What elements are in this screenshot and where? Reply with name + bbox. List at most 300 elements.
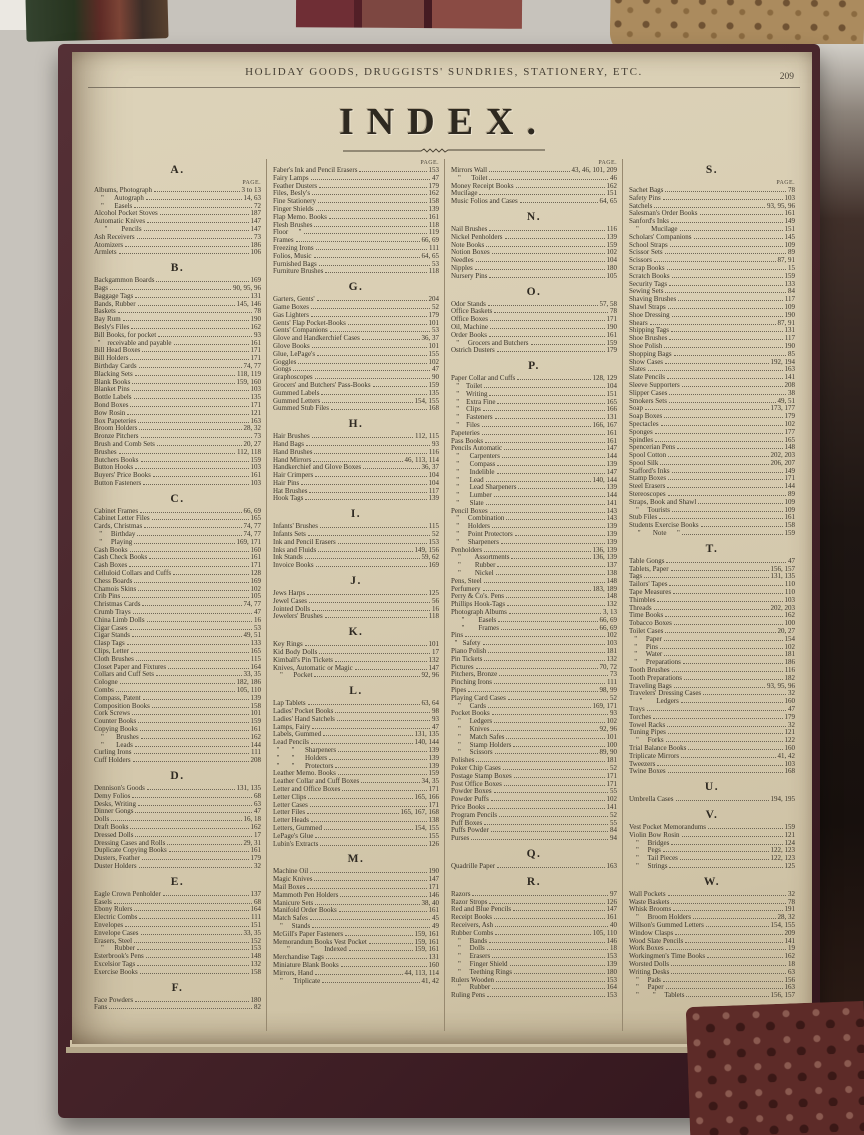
entry-page-number: 104	[606, 381, 617, 390]
dot-leader	[499, 816, 608, 817]
entry-name: Broom Holders	[94, 424, 138, 433]
dot-leader	[307, 813, 398, 814]
entry-page-number: 97	[610, 889, 617, 898]
dot-leader	[682, 836, 783, 837]
entry-name: China Limb Dolls	[94, 615, 145, 624]
dot-leader	[672, 316, 783, 317]
dot-leader	[701, 526, 783, 527]
dot-leader	[488, 305, 598, 306]
dot-leader	[131, 652, 249, 653]
page-column-label: PAGE.	[598, 160, 617, 166]
entry-name: " Water	[629, 650, 663, 659]
dot-leader	[339, 911, 427, 912]
entry-page-number: 85	[788, 349, 795, 358]
dot-leader	[492, 988, 604, 989]
dot-leader	[531, 344, 605, 345]
entry-name: " Pins	[629, 642, 658, 651]
entry-page-number: 153	[428, 166, 439, 174]
dot-leader	[666, 562, 786, 563]
section-letter: D.	[170, 769, 185, 782]
entry-name: Mirrors, Hand	[273, 968, 314, 977]
entry-page-number: 68	[254, 897, 261, 906]
entry-name: Gas Lighters	[273, 310, 309, 319]
entry-name: Box Papeteries	[94, 416, 137, 425]
entry-page-number: 144	[606, 452, 617, 461]
entry-page-number: 171	[606, 315, 617, 324]
index-column-4	[622, 159, 800, 1031]
entry-page-number: 34, 35	[421, 777, 439, 786]
entry-name: Gummed Letters	[273, 396, 321, 405]
dot-leader	[129, 566, 248, 567]
dot-leader	[134, 398, 249, 399]
entry-name: Envelope Cases	[94, 928, 139, 937]
dot-leader	[331, 409, 426, 410]
index-entry	[94, 863, 261, 871]
dot-leader	[141, 738, 249, 739]
dot-leader	[669, 394, 786, 395]
entry-page-number: 89	[788, 248, 795, 257]
entry-page-number: 159	[250, 717, 261, 726]
entry-name: Cigar Cases	[94, 623, 128, 632]
dot-leader	[142, 351, 248, 352]
entry-name: Soap	[629, 404, 643, 413]
entry-page-number: 139	[250, 693, 261, 702]
entry-page-number: 38	[788, 388, 795, 397]
entry-name: Sponges	[629, 427, 653, 436]
dot-leader	[489, 171, 569, 172]
entry-name: " Erasers	[451, 952, 491, 961]
entry-name: Jewelers' Brushes	[273, 612, 323, 621]
dot-leader	[130, 406, 248, 407]
dot-leader	[326, 958, 427, 959]
entry-page-number: 164	[606, 983, 617, 992]
entry-page-number: 102	[784, 419, 795, 428]
entry-page-number: 3, 13	[603, 608, 617, 617]
entry-name: Perry & Co's. Pens	[451, 592, 504, 601]
dot-leader	[503, 769, 608, 770]
entry-page-number: 143	[606, 514, 617, 523]
entry-name: Pitchers, Bronze	[451, 670, 498, 679]
dot-leader	[137, 238, 252, 239]
entry-name: Hat Brushes	[273, 486, 308, 495]
dot-leader	[506, 738, 604, 739]
entry-name: Slipper Cases	[629, 388, 668, 397]
dot-leader	[132, 383, 234, 384]
entry-name: Birthday Cards	[94, 361, 137, 370]
entry-name: Needles	[451, 256, 474, 265]
entry-page-number: 110	[784, 588, 795, 597]
section-letter: E.	[170, 875, 185, 888]
entry-name: Tape Measures	[629, 588, 672, 597]
entry-page-number: 73	[254, 432, 261, 441]
dot-leader	[140, 512, 241, 513]
entry-page-number: 111	[251, 748, 261, 757]
entry-page-number: 118, 119	[237, 369, 261, 378]
dot-leader	[491, 800, 605, 801]
entry-page-number: 159	[606, 240, 617, 249]
entry-name: Celluloid Collars and Cuffs	[94, 569, 172, 578]
entry-page-number: 132	[606, 654, 617, 663]
entry-name: Glove Books	[273, 341, 310, 350]
dot-leader	[505, 238, 605, 239]
dot-leader	[123, 320, 249, 321]
entry-name: Closet Paper and Fixtures	[94, 662, 167, 671]
dot-leader	[313, 461, 402, 462]
entry-name: Ink Stands	[273, 553, 303, 562]
index-entry	[629, 698, 795, 706]
entry-name: " Lumber	[451, 491, 492, 500]
entry-name: Scrap Books	[629, 263, 665, 272]
dot-leader	[666, 741, 783, 742]
dot-leader	[142, 859, 249, 860]
dot-leader	[308, 535, 430, 536]
book-page	[72, 52, 812, 1044]
entry-name: " receivable and payable	[94, 338, 172, 347]
entry-page-number: 169, 171	[236, 537, 261, 546]
dot-leader	[491, 730, 597, 731]
entry-page-number: 28, 32	[777, 913, 795, 922]
page-title: INDEX.	[339, 101, 549, 143]
dot-leader	[142, 605, 241, 606]
entry-page-number: 139	[606, 537, 617, 546]
entry-name: Jews Harps	[273, 589, 306, 598]
entry-name: Pass Books	[451, 436, 484, 445]
entry-page-number: 152	[250, 936, 261, 945]
entry-name: " Paper	[629, 634, 662, 643]
dot-leader	[132, 797, 252, 798]
entry-name: Nickel Penholders	[451, 232, 503, 241]
dot-leader	[314, 453, 426, 454]
entry-page-number: 36, 37	[421, 334, 439, 343]
entry-name: Folios, Music	[273, 251, 312, 260]
entry-name: " Easels	[94, 201, 133, 210]
dot-leader	[486, 481, 591, 482]
entry-name: Spectacles	[629, 419, 659, 428]
dot-leader	[684, 679, 783, 680]
entry-page-number: 52	[610, 763, 617, 772]
section-letter: F.	[171, 981, 184, 994]
dot-leader	[471, 839, 608, 840]
dot-leader	[501, 543, 605, 544]
dot-leader	[139, 918, 249, 919]
entry-page-number: 100	[784, 619, 795, 628]
dot-leader	[515, 535, 605, 536]
entry-page-number: 82	[254, 1003, 261, 1012]
entry-page-number: 162	[784, 611, 795, 620]
entry-name: Spindles	[629, 435, 654, 444]
entry-name: Nipples	[451, 263, 473, 272]
entry-page-number: 109	[784, 302, 795, 311]
entry-page-number: 160	[250, 545, 261, 554]
entry-name: Thimbles	[629, 595, 656, 604]
entry-name: Dolls	[94, 815, 110, 824]
dot-leader	[506, 597, 605, 598]
entry-page-number: 78	[788, 186, 795, 194]
index-entry	[451, 679, 617, 687]
entry-name: Bronze Pitchers	[94, 432, 139, 441]
index-column-2	[266, 159, 444, 1031]
entry-page-number: 116	[606, 224, 617, 233]
entry-page-number: 161	[784, 209, 795, 218]
entry-name: Backgammon Boards	[94, 276, 155, 285]
entry-name: " Stands	[273, 921, 311, 930]
entry-name: Scholars' Companions	[629, 232, 692, 241]
entry-page-number: 183, 189	[592, 584, 617, 593]
entry-name: Cash Books	[94, 545, 128, 554]
entry-name: Dressed Dolls	[94, 830, 134, 839]
dot-leader	[139, 429, 241, 430]
entry-name: Face Powders	[94, 995, 134, 1004]
dot-leader	[491, 831, 608, 832]
entry-name: Post Office Boxes	[451, 779, 502, 788]
entry-page-number: 162	[250, 322, 261, 331]
entry-page-number: 147	[428, 875, 439, 884]
entry-page-number: 121	[784, 830, 795, 839]
entry-page-number: 102	[606, 717, 617, 726]
index-entry	[94, 969, 261, 977]
dot-leader	[317, 355, 426, 356]
dot-leader	[489, 942, 604, 943]
page-column-label: PAGE.	[776, 180, 795, 186]
entry-name: Photograph Albums	[451, 608, 507, 617]
dot-leader	[482, 434, 605, 435]
entry-name: Quadrille Paper	[451, 861, 496, 870]
entry-name: Willson's Gummed Letters	[629, 920, 704, 929]
dot-leader	[133, 613, 252, 614]
dot-leader	[158, 336, 252, 337]
entry-page-number: 125	[784, 861, 795, 870]
entry-name: Waste Baskets	[629, 897, 670, 906]
entry-name: Tablets, Paper	[629, 564, 669, 573]
entry-page-number: 66, 69	[421, 236, 439, 245]
entry-name: Pins	[451, 631, 464, 640]
entry-page-number: 151	[784, 224, 795, 233]
entry-page-number: 105	[606, 271, 617, 280]
entry-page-number: 161	[250, 338, 261, 347]
entry-page-number: 74, 77	[243, 361, 261, 370]
dot-leader	[497, 566, 604, 567]
dot-leader	[488, 707, 591, 708]
index-entry	[451, 249, 617, 257]
entry-name: " Ledgers	[451, 717, 493, 726]
entry-page-number: 103	[250, 385, 261, 394]
entry-name: Office Boxes	[451, 315, 488, 324]
section-letter: I.	[350, 508, 362, 521]
section-letter: K.	[348, 626, 364, 639]
section-letter: Q.	[526, 847, 542, 860]
entry-name: Bond Boxes	[94, 400, 129, 409]
entry-page-number: 118	[428, 612, 439, 621]
entry-name: Leather Memo. Books	[273, 769, 336, 778]
index-entry	[273, 978, 439, 986]
entry-page-number: 171	[784, 474, 795, 483]
dot-leader	[673, 593, 783, 594]
entry-name: " Lead	[451, 475, 484, 484]
entry-page-number: 171	[250, 346, 261, 355]
entry-name: " Finger Shield	[451, 959, 508, 968]
entry-name: Handkerchief and Glove Boxes	[273, 463, 362, 472]
dot-leader	[647, 710, 786, 711]
entry-name: Trial Balance Books	[629, 743, 687, 752]
entry-page-number: 55	[610, 787, 617, 796]
entry-name: Shawl Straps	[629, 302, 666, 311]
dot-leader	[671, 844, 782, 845]
entry-name: Copying Books	[94, 725, 138, 733]
entry-page-number: 131	[606, 413, 617, 422]
page-column-label: PAGE.	[242, 180, 261, 186]
dot-leader	[489, 395, 604, 396]
dot-leader	[476, 761, 604, 762]
entry-page-number: 165, 167, 168	[400, 808, 439, 817]
index-entry	[451, 863, 617, 871]
entry-page-number: 110	[784, 580, 795, 589]
dot-leader	[708, 828, 783, 829]
index-entry	[273, 841, 439, 849]
entry-name: " Tail Pieces	[629, 854, 678, 863]
entry-name: Shoe Brushes	[629, 334, 668, 343]
entry-page-number: 53	[254, 623, 261, 632]
entry-name: Stereoscopes	[629, 490, 666, 499]
dot-leader	[316, 249, 427, 250]
index-entry	[273, 359, 439, 367]
entry-page-number: 164	[250, 662, 261, 671]
index-entry	[94, 1004, 261, 1012]
index-entry	[94, 441, 261, 449]
entry-name: Eagle Crown Penholder	[94, 889, 161, 898]
dot-leader	[135, 297, 248, 298]
entry-name: Ink and Pencil Erasers	[273, 537, 336, 546]
dot-leader	[506, 519, 604, 520]
entry-page-number: 126	[606, 897, 617, 906]
entry-name: " Pegs	[629, 846, 661, 855]
entry-page-number: 163	[784, 983, 795, 992]
entry-name: Whisk Brooms	[629, 905, 672, 914]
entry-name: Bow Rosin	[94, 408, 126, 417]
dot-leader	[672, 671, 783, 672]
entry-page-number: 161	[606, 436, 617, 445]
background-red-books	[296, 0, 522, 29]
entry-page-number: 92, 96	[599, 725, 617, 733]
entry-name: Stafford's Inks	[629, 466, 670, 475]
entry-name: " Grocers and Butchers	[451, 338, 529, 347]
dot-leader	[668, 495, 786, 496]
dot-leader	[130, 551, 249, 552]
entry-page-number: 179	[428, 310, 439, 319]
entry-name: " Combination	[451, 514, 505, 523]
dot-leader	[315, 476, 426, 477]
entry-page-number: 153	[606, 975, 617, 984]
dot-leader	[686, 996, 768, 997]
entry-name: " Lead Sharpeners	[451, 483, 517, 492]
entry-name: " Carpenters	[451, 452, 500, 461]
entry-name: Poker Chip Cases	[451, 763, 501, 772]
dot-leader	[310, 919, 430, 920]
entry-name: Razors	[451, 889, 471, 898]
dot-leader	[154, 191, 240, 192]
entry-name: Crib Pins	[94, 592, 121, 601]
entry-page-number: 148	[784, 443, 795, 452]
dot-leader	[318, 202, 427, 203]
entry-name: Puff Boxes	[451, 818, 483, 827]
entry-page-number: 103	[784, 193, 795, 202]
dot-leader	[671, 965, 786, 966]
entry-name: Jointed Dolls	[273, 604, 311, 613]
entry-name: Work Boxes	[629, 944, 664, 953]
dot-leader	[135, 746, 249, 747]
index-entry	[451, 992, 617, 1000]
entry-name: Pens, Steel	[451, 576, 482, 585]
dot-leader	[484, 551, 590, 552]
entry-name: LePage's Glue	[273, 831, 314, 840]
dot-leader	[132, 714, 249, 715]
dot-leader	[109, 1008, 252, 1009]
dot-leader	[136, 660, 249, 661]
entry-page-number: 141	[606, 498, 617, 507]
entry-page-number: 190	[606, 322, 617, 331]
entry-name: Collars and Cuff Sets	[94, 670, 154, 679]
dot-leader	[156, 675, 242, 676]
dot-leader	[668, 456, 768, 457]
entry-page-number: 93	[432, 714, 439, 723]
entry-name: Penholders	[451, 545, 483, 554]
entry-page-number: 104	[428, 478, 439, 487]
dot-leader	[134, 910, 248, 911]
entry-name: Alcohol Pocket Stoves	[94, 209, 158, 218]
entry-name: " Paper	[629, 983, 664, 992]
section-letter: H.	[348, 418, 364, 431]
dot-leader	[119, 253, 249, 254]
entry-name: Powder Puffs	[451, 795, 489, 804]
dot-leader	[507, 605, 604, 606]
entry-page-number: 171	[250, 400, 261, 409]
entry-page-number: 19	[788, 944, 795, 953]
entry-page-number: 116	[784, 666, 795, 675]
dot-leader	[489, 230, 604, 231]
entry-name: Ladies' Pocket Books	[273, 707, 334, 716]
entry-name: Baggage Tags	[94, 291, 134, 300]
dot-leader	[654, 261, 776, 262]
entry-name: Scissor Sets	[629, 248, 663, 257]
entry-name: Paper Collar and Cuffs	[451, 374, 516, 383]
entry-name: " Scissors	[451, 748, 493, 757]
entry-name: Pinching Irons	[451, 678, 493, 687]
dot-leader	[169, 851, 249, 852]
dot-leader	[514, 777, 605, 778]
entry-page-number: 111	[251, 913, 261, 922]
entry-page-number: 101	[606, 732, 617, 741]
dot-leader	[667, 487, 782, 488]
dot-leader	[293, 370, 430, 371]
entry-page-number: 28, 32	[243, 424, 261, 433]
entry-page-number: 169	[250, 576, 261, 585]
index-entry	[629, 421, 795, 429]
entry-page-number: 182	[784, 673, 795, 682]
dot-leader	[152, 519, 249, 520]
entry-page-number: 179	[784, 712, 795, 721]
entry-page-number: 15	[788, 263, 795, 272]
entry-page-number: 139	[428, 204, 439, 213]
entry-page-number: 131	[250, 291, 261, 300]
dot-leader	[296, 241, 420, 242]
index-entry	[451, 347, 617, 355]
dot-leader	[131, 328, 248, 329]
entry-name: Merchandise Tags	[273, 953, 324, 962]
entry-page-number: 180	[606, 967, 617, 976]
entry-name: Composition Books	[94, 701, 150, 710]
dot-leader	[683, 663, 783, 664]
entry-name: Miniature Blank Books	[273, 960, 339, 969]
section-letter: P.	[528, 360, 540, 373]
